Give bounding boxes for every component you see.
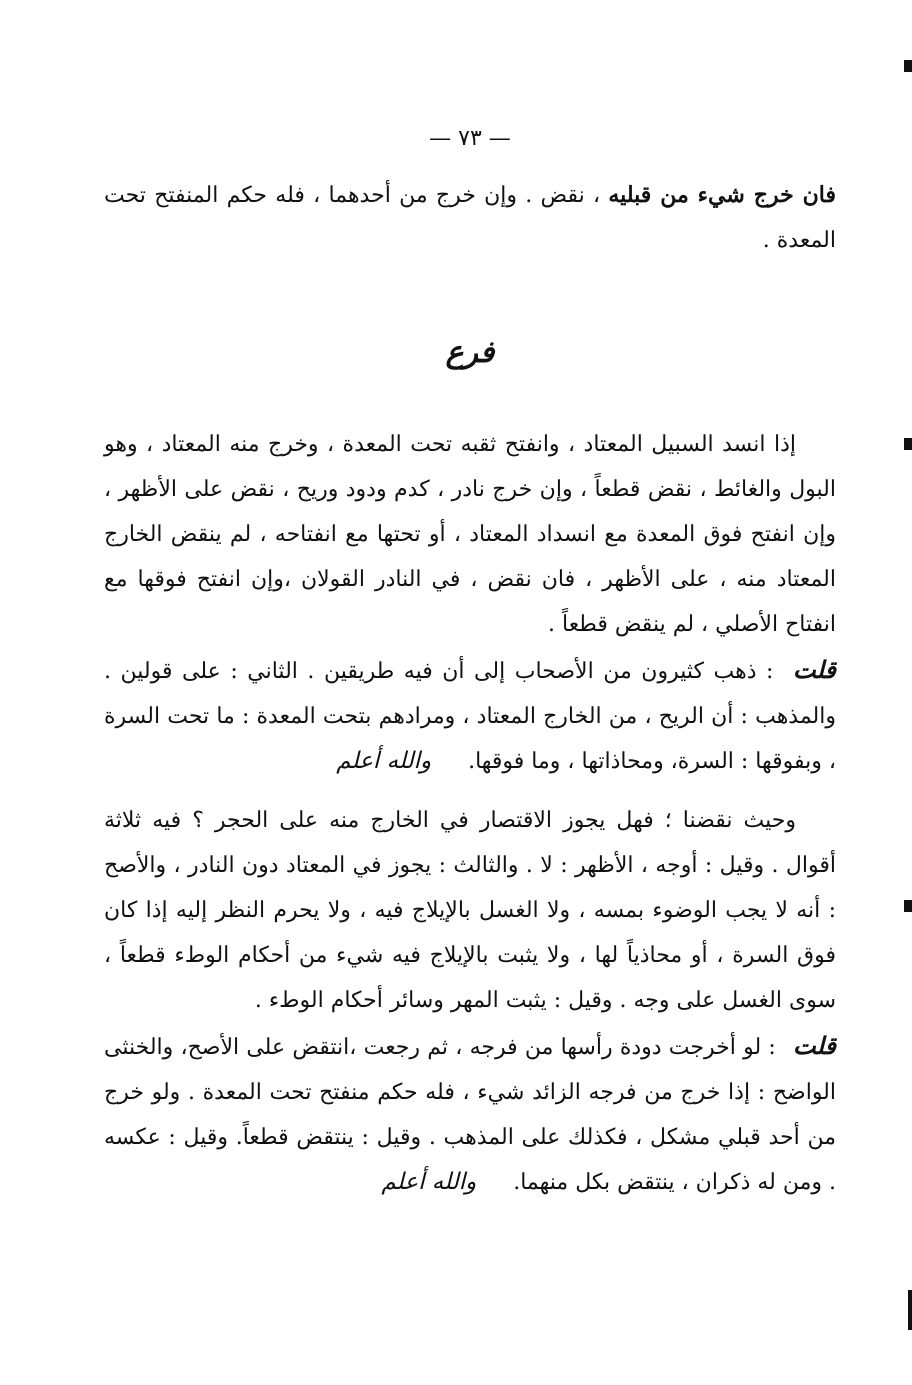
page-number: — ٧٣ —	[429, 126, 511, 151]
margin-mark	[904, 60, 912, 72]
note-1	[104, 647, 836, 784]
margin-mark	[904, 438, 912, 450]
section-heading: فرع	[445, 335, 495, 370]
note-2	[104, 1023, 836, 1205]
wallah-alam: والله أعلم	[336, 748, 432, 774]
intro-text: ، نقض . وإن خرج من أحدهما ، فله حكم المنفتح تحت المعدة .	[104, 183, 836, 253]
margin-mark	[904, 900, 912, 912]
qult-label: قلت	[793, 1031, 836, 1060]
qult-label: قلت	[793, 655, 836, 684]
margin-mark	[908, 1290, 912, 1330]
intro-bold-phrase: فان خرج شيء من قبليه	[608, 182, 836, 208]
note-2-text: : لو أخرجت دودة رأسها من فرجه ، ثم رجعت ،انتقض على الأصح، والخنثى الواضح : إذا خرج من فرجه الزائد شيء ، فله حكم منفتح تحت المعدة . ولو خرج من أحد قبلي مشكل ، فكذلك على المذهب . وقيل : ينتقض قطعاً. وقيل : عكسه . ومن له ذكران ، ينتقض بكل منهما.	[104, 1035, 836, 1195]
wallah-alam: والله أعلم	[381, 1169, 477, 1195]
intro-paragraph	[104, 173, 836, 263]
paragraph-1: إذا انسد السبيل المعتاد ، وانفتح ثقبه تحت المعدة ، وخرج منه المعتاد ، وهو البول والغائط ، نقض قطعاً ، وإن خرج نادر ، كدم ودود وريح ، نقض على الأظهر ، وإن انفتح فوق المعدة مع انسداد المعتاد ، أو تحتها مع انفتاحه ، لم ينقض الخارج المعتاد منه ، على الأظهر ، فان نقض ، في النادر القولان ،وإن انفتح فوقها مع انفتاح الأصلي ، لم ينقض قطعاً .	[104, 432, 836, 637]
paragraph-2: وحيث نقضنا ؛ فهل يجوز الاقتصار في الخارج منه على الحجر ؟ فيه ثلاثة أقوال . وقيل : أوجه ، الأظهر : لا . والثالث : يجوز في المعتاد دون النادر ، والأصح : أنه لا يجب الوضوء بمسه ، ولا الغسل بالإيلاج فيه ، ولا يحرم النظر إليه إذا كان فوق السرة ، أو محاذياً لها ، ولا يثبت بالإيلاج فيه شيء من أحكام الوطء قطعاً ، سوى الغسل على وجه . وقيل : يثبت المهر وسائر أحكام الوطء .	[104, 808, 836, 1013]
book-page	[104, 126, 836, 1205]
note-1-text: : ذهب كثيرون من الأصحاب إلى أن فيه طريقين . الثاني : على قولين . والمذهب : أن الريح ، من الخارج المعتاد ، ومرادهم بتحت المعدة : ما تحت السرة ، وبفوقها : السرة، ومحاذاتها ، وما فوقها.	[104, 659, 836, 774]
